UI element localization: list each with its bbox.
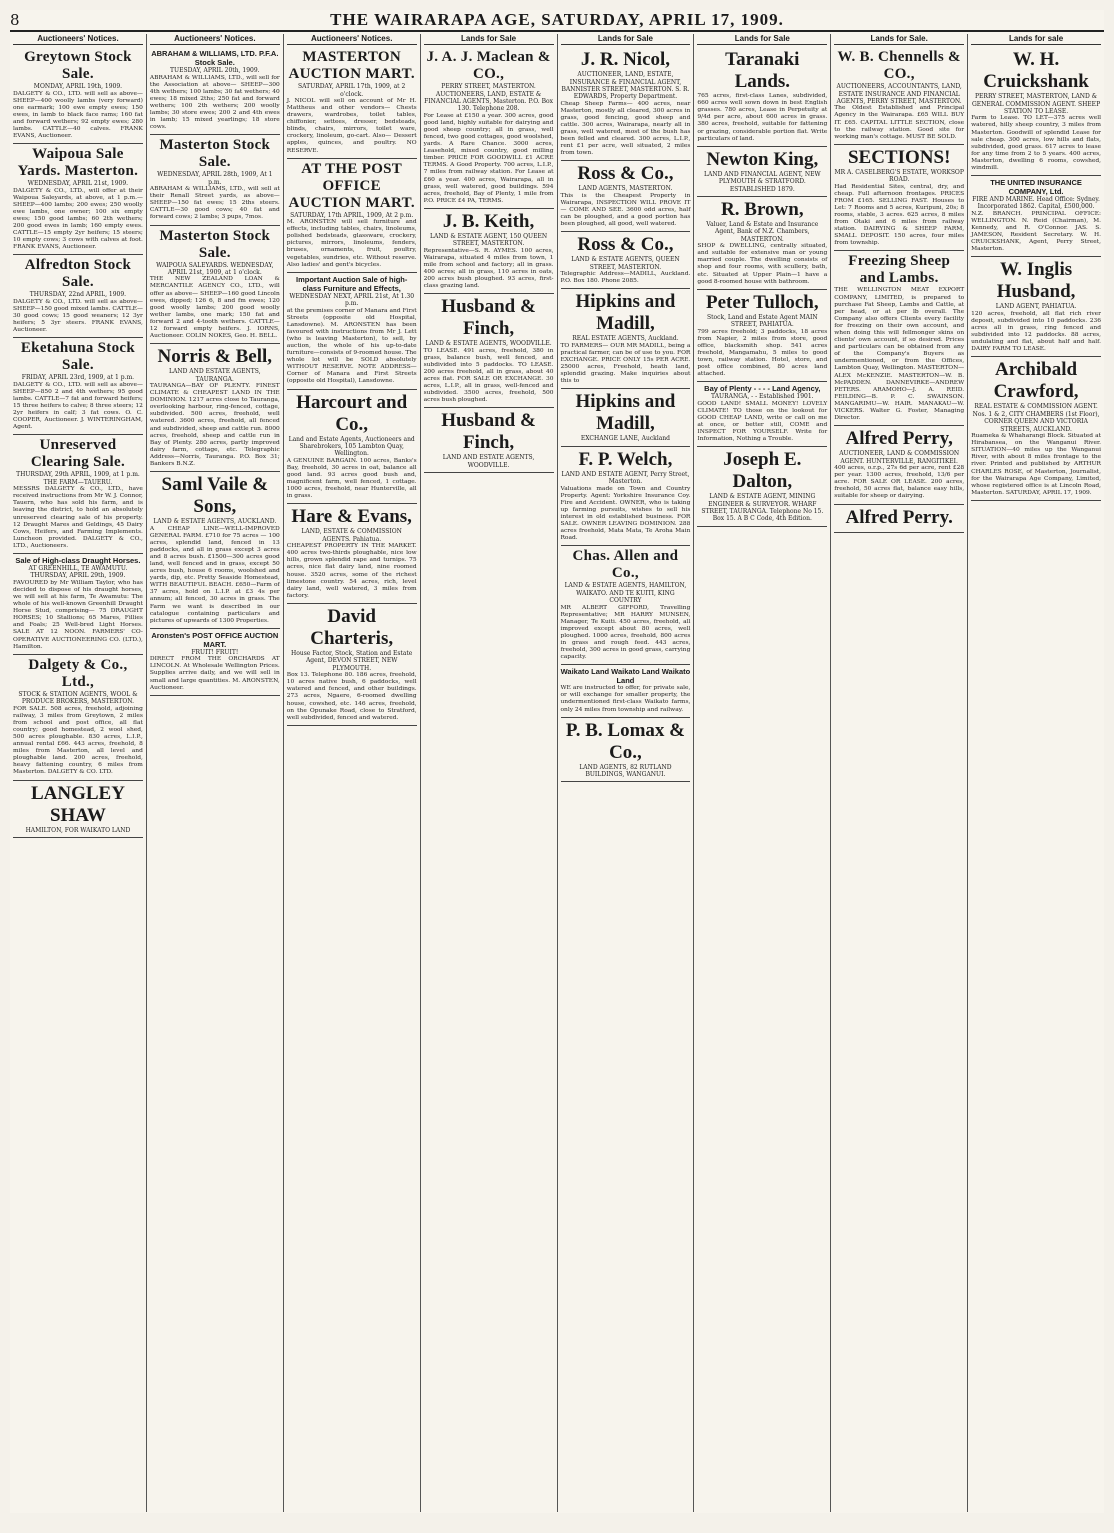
ad-subtitle: EXCHANGE LANE, Auckland [580, 435, 671, 443]
ad-body: DALGETY & CO., LTD. will sell as above— SHEEP—150 good mixed lambs. CATTLE—30 good cows; 15 good weaners; 12 3yr heifers; 5 3yr steers. FRANK EVANS, Auctioneer. [13, 298, 143, 334]
advertisement [13, 338, 143, 435]
advertisement [287, 504, 417, 604]
ad-title: David Charteris, [310, 605, 394, 649]
ad-subtitle: WAIPOUA SALEYARDS. WEDNESDAY, APRIL 21st, 1909, at 1 o'clock. [156, 261, 274, 276]
ad-body: DALGETY & CO., LTD. will sell as above— SHEEP—400 woolly lambs (very forward) one earmark; 100 ewe empty ewes; 150 ewes, in lamb to black face rams; 160 fat and forward wethers; 92 empty ewes; 280 lambs. CATTLE—40 calves. FRANK EVANS, Auctioneer. [13, 90, 143, 140]
column-header: Lands for Sale [561, 34, 691, 45]
ad-subtitle: LAND AND ESTATE AGENTS, TAURANGA. [169, 368, 261, 383]
advertisement [287, 47, 417, 159]
ad-subtitle: SATURDAY, APRIL 17th, 1909, at 2 o'clock. [298, 83, 406, 98]
ad-body: Ruameka & Whaharangi Block. Situated at Hirabansea, on the Wanganui River. SITUATION—40 miles up the Wanganui River, with about 8 miles frontage to the river. Printed and published by ARTHUR CHARLES ROSE, of Masterton, Journalist, for the Wairarapa Age Company, Limited, whose registered office is at Lincoln Road, Masterton. SATURDAY, APRIL 17, 1909. [971, 433, 1101, 496]
ad-body: 799 acres freehold; 3 paddocks, 18 acres from Napier, 2 miles from store, good office, blacksmith shop. 541 acres freehold, Mangamahu, 5 miles to good town, railway station. Hotel, store, and post office combined, 80 acres land attached. [697, 328, 828, 378]
ad-subtitle: AT GREENHILL, TE AWAMUTU. THURSDAY, APRIL 29th, 1909. [28, 565, 128, 580]
columns-container [10, 34, 1104, 1512]
ad-title: Aronsten's POST OFFICE AUCTION MART. [151, 630, 279, 649]
ad-body: THE NEW ZEALAND LOAN & MERCANTILE AGENCY CO., LTD., will offer as above— SHEEP—160 good Lincoln ewes, dipped; 126 6, 8 and fm ewes; 120 good woolly lambs; 200 good woolly wether lambs, one mark; 150 fat and forward 2 and 4-tooth wethers. CATTLE—12 forward empty heifers. J. IORNS, Auctioneer. COLIN NOKES, Geo. H. BELL. [149, 276, 280, 340]
advertisement [287, 390, 417, 505]
ad-body: N.Z. BRANCH. PRINCIPAL OFFICE: WELLINGTON. N. Reid (Chairman), M. Kennedy, and R. O'Connor. JAS. S. JAMESON, Resident Secretary. W. H. CRUICKSHANK, Agent, Perry Street, Masterton. [971, 210, 1101, 253]
column-header: Auctioneers' Notices. [287, 34, 417, 45]
ad-body: FOR SALE. 508 acres, freehold, adjoining railway, 3 miles from Greytown, 2 miles from school and post office, all flat country; good homestead, 2 wool shed, 500 acres ploughable. 830 acres, L.I.P., annual rental £66. 443 acres, freehold, 8 miles from Masterton, all level and ploughable land. 200 acres, freehold, heavy fattening country, 6 miles from Masterton. DALGETY & CO. LTD. [13, 705, 143, 776]
ad-body: at the premises corner of Manara and First Streets (opposite old Hospital, Lansdowne). M. ARONSTEN has been favoured with instructions from Mr J. Lett (who is leaving Masterton), to sell, by auction, the whole of his up-to-date furniture—consists of 9-roomed house. The whole lot will be SOLD absolutely WITHOUT RESERVE. NOTE ADDRESS—Corner of Manara and First Streets (opposite old Hospital), Lansdowne. [286, 307, 417, 385]
advertisement [561, 665, 691, 717]
ad-body: THE WELLINGTON MEAT EXPORT COMPANY, LIMITED, is prepared to purchase Fat Sheep, Lambs and Cattle, at per head, or at per lb overall. The Company also offers Clients every facility for freezing on their own account, and when doing this will fellmonger skins on clients' own account, if so desired. Prices and particulars can be obtained from any of the Company's Buyers as undermentioned, or from the Offices, Lambton Quay, Wellington. MASTERTON—ALEX McKENZIE. MASTERTON—W. B. McPADDEN. DANNEVIRKE—ANDREW PETERS. ARAMOHO—J. A. REID. FEILDING—B. P. C. SWAINSON. MANGARIMU—W. HAIR. MANAKAU—W. VICKERS. Walter G. Foster, Managing Director. [834, 287, 965, 422]
advertisement [834, 251, 964, 426]
column-1 [10, 34, 147, 1512]
ad-title: Alfred Perry, [845, 428, 953, 450]
column-2 [147, 34, 284, 1512]
column-header: Auctioneers' Notices. [150, 34, 280, 45]
column-6 [694, 34, 831, 1512]
ad-body: ABRAHAM & WILLIAMS, LTD., will sell for the Association at above— SHEEP—300 4th wethers; 100 lambs; 30 fat wethers; 40 ewes; 18 mixed 2ths; 250 fat and forward wethers; 100 2th wethers; 200 woolly lambs; 30 store ewes; 200 2 and 4th ewes in lamb; 15 mixed yearlings; 18 store cows. [149, 74, 280, 131]
ad-subtitle: LAND AGENTS, 82 RUTLAND BUILDINGS, WANGANUI. [579, 763, 672, 779]
column-5 [558, 34, 695, 1512]
column-7 [831, 34, 968, 1512]
advertisement [13, 47, 143, 144]
ad-title: Husband & Finch, [441, 296, 536, 340]
ad-title: Waipoua Sale Yards. Masterton. [17, 146, 139, 180]
ad-body: TO LEASE. 491 acres, freehold, 380 in grass, balance bush, well fenced, and subdivided into 5 paddocks. TO LEASE. 200 acres freehold, all in grass, about 40 acres flat. FOR SALE OR EXCHANGE. 30 acres, L.I.P., all in grass, well-fenced and subdivided. 3500 acres, freehold, 500 acres bush ploughed. [423, 347, 554, 404]
ad-title: Archibald Crawford, [993, 359, 1079, 403]
ad-title: W. H. Cruickshank [983, 49, 1089, 93]
ad-body: CHEAPEST PROPERTY IN THE MARKET. 400 acres two-thirds ploughable, nice low hills, grown splendid rape and turnips. 75 acres, nice flat dairy land, nine roomed house. 3520 acres, some of the richest limestone country. 54 acres, rich, level dairy land, well watered, 3 miles from factory. [286, 543, 417, 599]
advertisement [13, 435, 143, 554]
advertisement [697, 382, 827, 447]
advertisement [561, 546, 691, 665]
newspaper-page [10, 10, 1104, 1513]
advertisement [287, 273, 417, 390]
ad-title: Bay of Plenty - - - - Land Agency, [704, 384, 821, 394]
ad-title: ABRAHAM & WILLIAMS, LTD. P.F.A. Stock Sale. [151, 49, 279, 68]
masthead [10, 10, 1104, 32]
advertisement [697, 290, 827, 382]
ad-subtitle: THURSDAY, 22nd APRIL, 1909. [29, 291, 127, 299]
ad-subtitle: LAND & ESTATE AGENTS, HAMILTON, WAIKATO. AND TE KUITI, KING COUNTRY [564, 582, 687, 605]
ad-subtitle: FIRE AND MARINE. Head Office: Sydney. Incorporated 1862. Capital, £500,000. [972, 196, 1100, 211]
ad-title: Eketahuna Stock Sale. [20, 340, 135, 374]
advertisement [697, 147, 827, 197]
ad-title: Chas. Allen and Co., [572, 548, 679, 582]
advertisement [834, 426, 964, 504]
ad-body: MR ALBERT GIFFORD, Travelling Representative; MR HARRY MUNSEN, Manager, Te Kuiti. 450 acres, freehold, all improved except about 80 acres, well ploughed. 1000 acres, freehold, 800 acres in grass and rough feed. 443 acres, freehold, 300 acres in good grass, carrying capacity. [560, 604, 691, 661]
ad-body: ABRAHAM & WILLIAMS, LTD., will sell at their Renall Street yards, as above— SHEEP—150 fat ewes; 15 2ths steers. CATTLE—30 good cows; 40 fat and forward cows; 2 lambs; 3 pups, 7mos. [149, 186, 280, 221]
ad-subtitle: LAND AND ESTATE AGENTS, WOODVILLE. [442, 454, 535, 469]
ad-title: Hipkins and Madill, [575, 391, 676, 435]
ad-title: P. B. Lomax & Co., [565, 719, 685, 763]
ad-title: AT THE POST OFFICE AUCTION MART. [288, 160, 415, 211]
column-header: Lands for Sale. [834, 34, 964, 45]
advertisement [287, 604, 417, 726]
advertisement [13, 144, 143, 255]
page-number: 8 [10, 11, 21, 29]
ad-title: Husband & Finch, [441, 410, 536, 454]
ad-title: Norris & Bell, [157, 346, 273, 368]
advertisement [150, 629, 280, 696]
ad-title: LANGLEY SHAW [30, 782, 125, 826]
ad-subtitle: MONDAY, APRIL 19th, 1909. [33, 83, 123, 91]
ad-body: The Oldest Established and Principal Agency in the Wairarapa. £65 WILL BUY IT. £65. CAPITAL LITTLE SECTION, close to the railway station. Good site for working man's cottage. MUST BE SOLD. [834, 105, 965, 140]
ad-subtitle: LAND, ESTATE & COMMISSION AGENTS. Pahiatua. [301, 528, 402, 543]
ad-body: GOOD LAND! SMALL MONEY! LOVELY CLIMATE! TO those on the lookout for GOOD CHEAP LAND, write or call on me at once, or better still, COME and INSPECT FOR YOURSELF. Write for Information, Nothing a Trouble. [697, 400, 828, 443]
advertisement [150, 135, 280, 225]
ad-title: J. A. J. Maclean & CO., [426, 49, 551, 83]
ad-subtitle: REAL ESTATE & COMMISSION AGENT. Nos. 1 & 2, CITY CHAMBERS (1st Floor), CORNER QUEEN AND VICTORIA STREETS, AUCKLAND. [972, 403, 1100, 433]
advertisement [424, 209, 554, 294]
ad-title: Unreserved Clearing Sale. [30, 437, 126, 471]
ad-body: Cheap Sheep Farms— 400 acres, near Masterton, mostly all cleared, 300 acres in grass, good fencing, good sheep and cattle. 300 acres, Wairarapa, nearly all in grass, well watered, most of the bush has been felled and cleared. 300 acres, L.I.P., rent £1 per acre, well situated, 2 miles from town. [560, 100, 691, 157]
ad-title: Hare & Evans, [291, 506, 412, 528]
ad-title: W. Inglis Husband, [996, 259, 1076, 303]
ad-subtitle: LAND & ESTATE AGENT, 150 QUEEN STREET, MASTERTON. [430, 232, 548, 248]
ad-subtitle: WEDNESDAY, APRIL 21st, 1909. [27, 180, 129, 188]
advertisement [150, 344, 280, 472]
ad-subtitle: FRUIT! FRUIT! [191, 648, 239, 656]
ad-body: This is the Cheapest Property in Wairarapa, INSPECTION WILL PROVE IT— COME AND SEE. 3600 odd acres, half can be ploughed, and a good portion has been ploughed, all good, well watered. [560, 192, 691, 228]
ad-body: TAURANGA—BAY OF PLENTY. FINEST CLIMATE & CHEAPEST LAND IN THE DOMINION. 1217 acres close to Tauranga, overlooking harbour, ring-fenced, cottage, subdivided. 500 acres, freehold, well watered. 3600 acres, freehold, all fenced and subdivided, sheep and cattle run. 8000 acres, freehold, sheep and cattle run in Bay of Plenty. 280 acres, partly improved dairy farm, cottage, etc. Telegraphic Address—Norris, Tauranga. P.O. Box 31; Bankers B.N.Z. [149, 383, 280, 468]
ad-body: J. NICOL will sell on account of Mr H. Mattheus and other vendors— Chests drawers, wardrobes, toilet tables, chiffonier, settees, dresser, bedsteads, blinds, chairs, mirrors, toilet ware, crockery, linoleum, go-cart. Also— Dessert apples, quinces, and poultry. NO RESERVE. [286, 97, 417, 154]
advertisement [13, 255, 143, 338]
ad-subtitle: AUCTIONEER, LAND, ESTATE, INSURANCE & FINANCIAL AGENT, BANNISTER STREET, MASTERTON. S. R. EDWARDS, Property Department. [561, 71, 690, 101]
ad-subtitle: Stock, Land and Estate Agent MAIN STREET, PAHIATUA. [706, 313, 818, 329]
column-header: Lands for sale [971, 34, 1101, 45]
ad-title: Freezing Sheep and Lambs. [848, 253, 951, 287]
advertisement [697, 197, 827, 290]
ad-body: FAVOURED by Mr William Taylor, who has decided to dispose of his draught horses, we will sell at his farm, Te Awamutu: The whole of his well-known Greenhill Draught Horse Stud, comprising— 75 DRAUGHT HORSES; 10 Stallions; 65 Mares, Fillies and Foals; 25 Well-bred Light Horses. SALE AT 12 NOON. FARMERS' CO-OPERATIVE AUCTIONEERING CO. (LTD.), Hamilton. [13, 579, 143, 650]
advertisement [971, 176, 1101, 257]
ad-title: Sale of High-class Draught Horses. [15, 556, 141, 565]
ad-subtitle: Valuer, Land & Estate and Insurance Agent, Bank of N.Z. Chambers, MASTERTON. [706, 220, 819, 243]
ad-subtitle: PERRY STREET, MASTERTON. AUCTIONEERS, LAND, ESTATE & FINANCIAL AGENTS, Masterton. P.O. Box 130. Telephone 208. [424, 83, 553, 113]
ad-body: DALGETY & CO., LTD., will offer at their Waipoua Saleyards, at above, at 1 p.m.— SHEEP—400 lambs; 200 ewes; 250 woolly ewe lambs, one owner; 100 six empty ewes; 150 good lambs; 60 2th wethers; 200 good ewes in lamb; 160 empty ewes. CATTLE—15 empty 2yr heifers; 15 steers; 10 empty cows; 3 cows with calves at foot. FRANK EVANS, Auctioneer. [13, 187, 143, 251]
ad-title: Greytown Stock Sale. [24, 49, 132, 83]
advertisement [13, 554, 143, 655]
ad-body: A GENUINE BARGAIN. 100 acres, Banks's Bay, freehold, 30 acres in oat, balance all good land. 93 acres good bush and, magnificent farm, well fenced, 1 cottage. 1000 acres, freehold, near Hunterville, all in grass. [286, 457, 417, 500]
column-4 [421, 34, 558, 1512]
ad-title: Alfredton Stock Sale. [24, 257, 132, 291]
advertisement [561, 232, 691, 289]
ad-body: DALGETY & CO., LTD. will sell as above— SHEEP—850 2 and 4th wethers; 95 good lambs. CATTLE—7 fat and forward heifers; 15 three heifers to calve; 8 three steers; 12 2yr heifers in calf; 3 fat cows. O. C. COOPER, Auctioneer. J. WINTERINGHAM, Agent. [13, 381, 143, 431]
ad-subtitle: Land and Estate Agents, Auctioneers and Sharebrokers, 105 Lambton Quay, Wellington. [288, 435, 415, 458]
ad-subtitle: AUCTIONEER, LAND & COMMISSION AGENT. HUNTERVILLE, RANGITIKEI. [839, 450, 960, 465]
ad-subtitle: STOCK & STATION AGENTS, WOOL & PRODUCE BROKERS, MASTERTON. [18, 690, 138, 706]
ad-subtitle: MR A. CASELBERG'S ESTATE, WORKSOP ROAD. [834, 168, 964, 184]
column-header: Auctioneers' Notices. [13, 34, 143, 45]
ad-title: Ross & Co., [577, 234, 674, 256]
ad-title: Peter Tulloch, [706, 291, 819, 313]
advertisement [287, 159, 417, 273]
ad-body: Representative—S. R. AYMES. 100 acres, Wairarapa, situated 4 miles from town, 1 mile from school and factory; all in grass. 400 acres; all in grass, 110 acres in oats, 200 acres bush ploughed. 93 acres, first-class grazing land. [423, 247, 554, 290]
ad-title: Taranaki Lands. [725, 49, 800, 93]
ad-title: Dalgety & Co., Ltd., [28, 656, 128, 690]
advertisement [424, 294, 554, 408]
ad-subtitle: LAND & ESTATE AGENT, MINING ENGINEER & SURVEYOR. WHARF STREET, TAURANGA. Telephone No 15. Box 15. A B C Code, 4th Edition. [701, 493, 824, 523]
advertisement [834, 47, 964, 145]
ad-title: R. Brown, [721, 198, 804, 220]
ad-body: 400 acres, o.r.p., 27s 6d per acre, rent £28 per year. 1300 acres, freehold, 13/6 per acre. FOR SALE OR LEASE. 200 acres, freehold, 50 acres flat, balance easy hills, suitable for sheep or dairying. [834, 465, 965, 500]
ad-subtitle: THURSDAY, 29th APRIL, 1909, at 1 p.m. THE FARM—TAUERU. [16, 471, 140, 486]
ad-subtitle: REAL ESTATE AGENTS, Auckland. [572, 335, 679, 343]
advertisement [561, 389, 691, 446]
ad-subtitle: PERRY STREET, MASTERTON, LAND & GENERAL COMMISSION AGENT. SHEEP STATION TO LEASE. [972, 93, 1101, 115]
advertisement [150, 47, 280, 135]
ad-subtitle: LAND AGENTS, MASTERTON. [578, 185, 673, 193]
advertisement [834, 505, 964, 533]
ad-body: Valuations made on Town and Country Property. Agent: Yorkshire Insurance Coy. Fire and Accident. OWNER, who is taking up farming pursuits, wishes to sell his interest in old established business. FOR SALE. OWNER LEAVING DOMINION. 288 acres freehold, Mata Mata, Te Aroha Main Road. [560, 485, 691, 542]
advertisement [834, 145, 964, 252]
ad-title: Saml Vaile & Sons, [161, 474, 269, 518]
ad-body: Farm to Lease. TO LET—375 acres well watered, hilly sheep country, 3 miles from Masterton. Goodwill of splendid Lease for sale cheap. 300 acres, low hills and flats, subdivided, good grass. 617 acres to lease for any time from 2 to 5 years. 400 acres, Masterton, dwelling 6 rooms, cowshed, windmill. [971, 115, 1101, 171]
ad-subtitle: TUESDAY, APRIL 20th, 1909. [170, 67, 260, 75]
ad-subtitle: LAND & ESTATE AGENTS, QUEEN STREET, MASTERTON. [571, 256, 680, 271]
ad-title: Waikato Land Waikato Land Waikato Land [560, 667, 691, 686]
advertisement [424, 408, 554, 473]
column-header: Lands for Sale [697, 34, 827, 45]
ad-subtitle: LAND & ESTATE AGENTS, AUCKLAND. [153, 518, 277, 526]
advertisement [561, 161, 691, 232]
column-3 [284, 34, 421, 1512]
ad-body: SHOP & DWELLING, centrally situated, and suitable for extensive man or young married couple. The dwelling consists of shop and four rooms, with scullery, bath, etc. Situated at Upper Plain—1 have a good 8-roomed house with bathroom. [697, 243, 828, 285]
ad-subtitle: HAMILTON, FOR WAIKATO LAND [25, 826, 131, 834]
ad-title: Masterton Stock Sale. [159, 227, 271, 261]
ad-body: TO FARMERS— OUR MR MADILL, being a practical farmer, can be of use to you. FOR EXCHANGE. PRICE ONLY 15s PER ACRE. 25000 acres, Freehold, heath land, splendid grazing. Make inquiries about this to [560, 342, 691, 385]
advertisement [13, 655, 143, 781]
ad-subtitle: TAURANGA, - - Established 1901. [711, 393, 814, 401]
ad-subtitle: LAND & ESTATE AGENTS, WOODVILLE. [425, 340, 552, 348]
advertisement [561, 47, 691, 161]
ad-subtitle: AUCTIONEERS, ACCOUNTANTS, LAND, ESTATE INSURANCE AND FINANCIAL AGENTS, PERRY STREET, MASTERTON. [836, 83, 962, 105]
ad-title: Important Auction Sale of high-class Furniture and Effects, [295, 274, 408, 293]
advertisement [697, 47, 827, 147]
ad-title: Alfred Perry. [845, 506, 953, 528]
ad-title: Newton King, [706, 148, 819, 170]
ad-title: J. B. Keith, [442, 210, 535, 232]
ad-title: F. P. Welch, [578, 448, 673, 470]
newspaper-title: THE WAIRARAPA AGE, SATURDAY, APRIL 17, 1909. [330, 10, 784, 29]
ad-body: MESSRS DALGETY & CO., LTD., have received instructions from Mr W. J. Connor, Tauern, who has sold his farm, and is leaving the district, to hold an absolutely unreserved clearing sale of his property. 12 Draught Mares and Geldings, 45 Dairy Cows, Heifers, and Farming Implements. Luncheon provided. DALGETY & CO., LTD., Auctioneers. [13, 486, 143, 549]
advertisement [561, 447, 691, 547]
ad-title: Joseph E. Dalton, [723, 449, 802, 493]
ad-body: A CHEAP LINE—WELL-IMPROVED GENERAL FARM. £710 for 75 acres — 100 acres, splendid land, fenced in 13 paddocks, and all in grass except 3 acres and 8 acres bush. £1500—300 acres good land, well fenced and in grass, except 50 acres bush, house 6 rooms, woolshed and yards, dip, etc. Pretty Seaside Homestead, WITH BEAUTIFUL BEACH. £650—Farm of 37 acres, hold on L.I.P. at £3 4s per annum; all fenced, 30 acres in grass. The Farm we want is described in our catalogue containing particulars and pictures of upwards of 1300 Properties. [149, 525, 280, 624]
ad-title: MASTERTON AUCTION MART. [288, 49, 415, 83]
ad-subtitle: FRIDAY, APRIL 23rd, 1909, at 1 p.m. [21, 374, 135, 382]
column-8 [968, 34, 1104, 1512]
advertisement [697, 447, 827, 527]
ad-title: SECTIONS! [847, 146, 951, 168]
ad-subtitle: LAND AGENT, PAHIATUA. [995, 303, 1077, 311]
ad-subtitle: LAND AND FINANCIAL AGENT, NEW PLYMOUTH & STRATFORD. ESTABLISHED 1879. [704, 170, 821, 193]
ad-title: Harcourt and Co., [296, 391, 408, 435]
ad-body: DIRECT FROM THE ORCHARDS AT LINCOLN. At Wholesale Wellington Prices. Supplies arrive daily, and we will sell in small and large quantities. M. ARONSTEN, Auctioneer. [149, 656, 280, 691]
ad-title: J. R. Nicol, [580, 49, 671, 71]
ad-body: WE are instructed to offer, for private sale, or will exchange for smaller property, the undermentioned first-class Waikato farms, only 24 miles from township and railway. [560, 685, 691, 713]
advertisement [13, 781, 143, 838]
ad-body: Had Residential Sites, central, dry, and cheap. Full afternoon frontages. PRICES FROM £165. SELLING FAST. Houses to Let: 7 Rooms and 5 acres, Kuripuni, 20s; 8 rooms, stable, 3 acres. 625 acres, 8 miles from Otaki and 6 miles from railway station. DAIRYING & SHEEP FARM, SMALL DEPOSIT. 150 acres, four miles from township. [834, 183, 965, 247]
ad-subtitle: LAND AND ESTATE AGENT, Perry Street, Masterton. [561, 470, 690, 486]
ad-title: Hipkins and Madill, [575, 291, 676, 335]
ad-body: Box 13. Telephone 80. 186 acres, freehold, 10 acres native bush, 6 paddocks, well watered and fenced, and other buildings. 273 acres, Ngaere, 6-roomed dwelling house, cowshed, etc. 146 acres, freehold, on the Opunake Road, close to Stratford, well subdivided, fenced and watered. [286, 672, 417, 721]
advertisement [561, 718, 691, 783]
ad-title: W. B. Chennells & CO., [837, 49, 961, 83]
advertisement [971, 357, 1101, 500]
ad-body: 765 acres, first-class Lanes, subdivided, 660 acres well sown down in best English grasses. 780 acres, Lease in Perpetuity at 9/4d per acre, about 600 acres in grass. 380 acres, freehold, suitable for fattening or grazing, considerable portion flat. Write particulars of land. [697, 93, 828, 142]
ad-body: M. ARONSTEN will sell furniture and effects, including tables, chairs, linoleums, polished bedsteads, glassware, crockery, pictures, mirrors, linoleums, fenders, bruses, ornaments, fruit, poultry, vegetables, sundries, etc. Without reserve. Also ladies' and gent's bicycles. [286, 219, 417, 268]
ad-title: THE UNITED INSURANCE COMPANY, Ltd. [990, 178, 1082, 197]
advertisement [971, 257, 1101, 357]
advertisement [150, 226, 280, 345]
advertisement [561, 289, 691, 389]
ad-subtitle: WEDNESDAY NEXT, APRIL 21st, At 1.30 p.m. [289, 292, 415, 308]
advertisement [150, 472, 280, 629]
ad-subtitle: WEDNESDAY, APRIL 28th, 1909, At 1 p.m. [157, 171, 273, 186]
ad-subtitle: House Factor, Stock, Station and Estate Agent, DEVON STREET, NEW PLYMOUTH. [291, 649, 413, 672]
ad-body: For Lease at £150 a year. 300 acres, good good land, highly suitable for dairying and good sheep country; all in grass, well fenced, two good cottages, good woolshed, yards. A Rare Chance. 3000 acres, Leasehold, mixed country, good milling timber. PRICE FOR GOODWILL £1 ACRE TERMS. A Good Property. 700 acres, L.I.P., 7 miles from railway station. For Lease at £60 a year. 400 acres, Wairarapa, all in grass, well watered, good buildings. 594 acres, freehold, Bay of Plenty, 1 mile from P.O. PRICE £4 PA, TERMS. [423, 112, 554, 204]
ad-subtitle: SATURDAY, 17th APRIL, 1909, At 2 p.m. [290, 211, 414, 219]
column-header: Lands for Sale [424, 34, 554, 45]
ad-title: Masterton Stock Sale. [159, 137, 271, 171]
advertisement [971, 47, 1101, 176]
ad-title: Ross & Co., [577, 163, 674, 185]
ad-body: Telegraphic Address—MADILL, Auckland. P.O. Box 180. Phone 2085. [560, 271, 691, 285]
advertisement [424, 47, 554, 209]
ad-body: 120 acres, freehold, all flat rich river deposit, subdivided into 10 paddocks. 236 acres all in grass, ring fenced and subdivided into 12 paddocks. 88 acres, undulating and flat, about half and half. DAIRY FARM TO LEASE. [971, 310, 1101, 353]
